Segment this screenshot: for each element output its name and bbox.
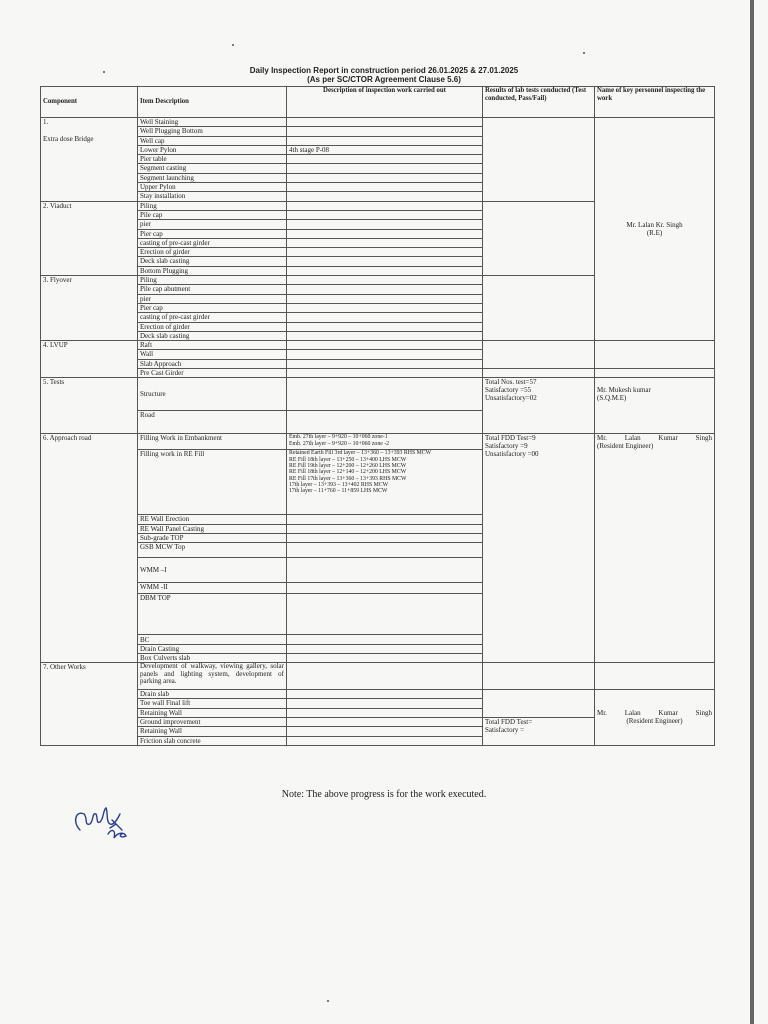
personnel-cell bbox=[595, 341, 715, 369]
work-line: RE Fill 19th layer – 12+200 – 12+260 LHS MCW bbox=[289, 462, 407, 469]
scan-speck bbox=[583, 52, 585, 54]
item: Piling bbox=[138, 201, 287, 210]
scan-speck bbox=[327, 1000, 329, 1002]
item: Deck slab casting bbox=[138, 331, 287, 340]
item: Retaining Wall bbox=[138, 708, 287, 717]
footer-note: Note: The above progress is for the work executed. bbox=[281, 789, 487, 800]
approach-results bbox=[483, 434, 595, 663]
item: Segment casting bbox=[138, 164, 287, 173]
item: Erection of girder bbox=[138, 322, 287, 331]
item: Piling bbox=[138, 276, 287, 285]
result-line: Unsatisfactory =00 bbox=[485, 450, 539, 459]
item: Pre Cast Girder bbox=[138, 369, 287, 378]
result-line: Unsatisfactory=02 bbox=[485, 394, 537, 403]
item: WMM –I bbox=[138, 558, 287, 583]
report-title bbox=[0, 66, 768, 84]
item: Segment launching bbox=[138, 173, 287, 182]
item: Retaining Wall bbox=[138, 727, 287, 736]
other-works-personnel bbox=[595, 690, 715, 746]
results-cell bbox=[483, 690, 595, 718]
title-line-2: (As per SC/CTOR Agreement Clause 5.6) bbox=[307, 75, 461, 84]
item: Raft bbox=[138, 341, 287, 350]
result-line: Total FDD Test= bbox=[485, 717, 533, 726]
personnel-role: (R.E) bbox=[646, 229, 663, 238]
item: Bottom Plugging bbox=[138, 266, 287, 275]
results-cell bbox=[483, 663, 595, 690]
work-line: Emb. 27th layer – 9+920 – 10+060 zone -2 bbox=[289, 440, 390, 447]
item: Road bbox=[138, 411, 287, 434]
title-line-1: Daily Inspection Report in construction period 26.01.2025 & 27.01.2025 bbox=[249, 66, 519, 75]
item: Ground improvement bbox=[138, 717, 287, 726]
work-line: RE Fill 17th layer – 13+360 – 13+393 RHS MCW bbox=[289, 475, 407, 482]
section-4-name: 4. LVUP bbox=[41, 341, 138, 378]
item: pier bbox=[138, 294, 287, 303]
personnel-cell bbox=[595, 663, 715, 690]
work-line: RE Fill 18th layer – 12+140 – 12+200 LHS MCW bbox=[289, 469, 407, 476]
approach-personnel bbox=[595, 434, 715, 663]
work-line: Retained Earth Fill 3rd layer – 13+360 – 13+393 RHS MCW bbox=[289, 450, 432, 457]
item: Pier cap bbox=[138, 229, 287, 238]
item: RE Wall Panel Casting bbox=[138, 524, 287, 533]
item: casting of pre-cast girder bbox=[138, 313, 287, 322]
other-works-results bbox=[483, 717, 595, 745]
item: Erection of girder bbox=[138, 248, 287, 257]
item: Well Staining bbox=[138, 118, 287, 127]
item: Stay installation bbox=[138, 192, 287, 201]
item: Sub-grade TOP bbox=[138, 533, 287, 542]
inspection-work: 4th stage P-08 bbox=[287, 145, 483, 154]
personnel-name: Mr. Lalan Kr. Singh bbox=[626, 221, 683, 230]
item: Filling Work in Embankment bbox=[138, 434, 287, 450]
item: Well cap bbox=[138, 136, 287, 145]
scan-speck bbox=[232, 44, 234, 46]
personnel-name: Mr. Lalan Kumar Singh bbox=[597, 434, 712, 443]
work-line: RE Fill 18th layer – 13+250 – 13+400 LHS MCW bbox=[289, 456, 407, 463]
item: Pile cap bbox=[138, 210, 287, 219]
header-inspection: Description of inspection work carried out bbox=[287, 87, 483, 118]
item: Drain Casting bbox=[138, 644, 287, 653]
tests-results bbox=[483, 378, 595, 434]
header-item: Item Description bbox=[138, 87, 287, 118]
item: pier bbox=[138, 220, 287, 229]
result-line: Satisfactory =9 bbox=[485, 442, 528, 451]
item: Development of walkway, viewing gallery, solar panels and lighting system, development of parking area. bbox=[138, 663, 287, 690]
work-line: 17th layer – 11+760 – 11+859 LHS MCW bbox=[289, 488, 388, 495]
result-line: Satisfactory = bbox=[485, 725, 525, 734]
section-1-component bbox=[41, 118, 138, 202]
personnel-name: Mr. Mukesh kumar bbox=[597, 386, 651, 395]
personnel-cell-1 bbox=[595, 118, 715, 341]
item: Toe wall Final lift bbox=[138, 699, 287, 708]
personnel-role: (Resident Engineer) bbox=[597, 442, 654, 451]
results-cell bbox=[483, 341, 595, 369]
item: Well Plugging Bottom bbox=[138, 127, 287, 136]
work-line: Emb. 27th layer – 9+920 – 10+060 zone-1 bbox=[289, 434, 388, 441]
results-cell bbox=[483, 118, 595, 202]
header-component: Component bbox=[41, 87, 138, 118]
re-fill-work bbox=[287, 450, 483, 515]
result-line: Total FDD Test=9 bbox=[485, 434, 536, 443]
section-1-number: 1. bbox=[43, 118, 49, 126]
section-6-name: 6. Approach road bbox=[41, 434, 138, 663]
section-1-name: Extra dose Bridge bbox=[43, 135, 94, 143]
handwritten-signature bbox=[70, 800, 140, 845]
personnel-role: (Resident Engineer) bbox=[626, 717, 683, 726]
item: BC bbox=[138, 635, 287, 644]
item: Upper Pylon bbox=[138, 183, 287, 192]
item: DBM TOP bbox=[138, 594, 287, 635]
results-cell bbox=[483, 276, 595, 341]
section-5-name: 5. Tests bbox=[41, 378, 138, 434]
item: RE Wall Erection bbox=[138, 515, 287, 524]
header-personnel: Name of key personnel inspecting the work bbox=[595, 87, 715, 118]
result-line: Satisfactory =55 bbox=[485, 386, 532, 395]
item: WMM -II bbox=[138, 583, 287, 594]
embankment-work bbox=[287, 434, 483, 450]
item: Box Culverts slab bbox=[138, 653, 287, 662]
item: Deck slab casting bbox=[138, 257, 287, 266]
item: Lower Pylon bbox=[138, 145, 287, 154]
item: Wall bbox=[138, 350, 287, 359]
results-cell bbox=[483, 201, 595, 275]
item: Slab Approach bbox=[138, 359, 287, 368]
item: casting of pre-cast girder bbox=[138, 238, 287, 247]
work-line: 17th layer – 13+393 – 13+402 RHS MCW bbox=[289, 481, 389, 488]
item: Pier cap bbox=[138, 303, 287, 312]
item: Pier table bbox=[138, 155, 287, 164]
item: Structure bbox=[138, 378, 287, 411]
personnel-role: (S.Q.M.E) bbox=[597, 394, 627, 403]
personnel-name: Mr. Lalan Kumar Singh bbox=[597, 709, 712, 718]
item: Filling work in RE Fill bbox=[138, 450, 287, 515]
section-3-name: 3. Flyover bbox=[41, 276, 138, 341]
inspection-table bbox=[40, 86, 715, 746]
tests-personnel bbox=[595, 378, 715, 434]
section-7-name: 7. Other Works bbox=[41, 663, 138, 746]
result-line: Total Nos. test=57 bbox=[485, 378, 537, 387]
item: Friction slab concrete bbox=[138, 736, 287, 745]
item: Pile cap abutment bbox=[138, 285, 287, 294]
header-row bbox=[41, 87, 715, 118]
item: Drain slab bbox=[138, 690, 287, 699]
scan-edge-shadow bbox=[750, 0, 754, 1024]
header-results: Results of lab tests conducted (Test conducted, Pass/Fail) bbox=[483, 87, 595, 118]
section-2-name: 2. Viaduct bbox=[41, 201, 138, 275]
item: GSB MCW Top bbox=[138, 543, 287, 558]
